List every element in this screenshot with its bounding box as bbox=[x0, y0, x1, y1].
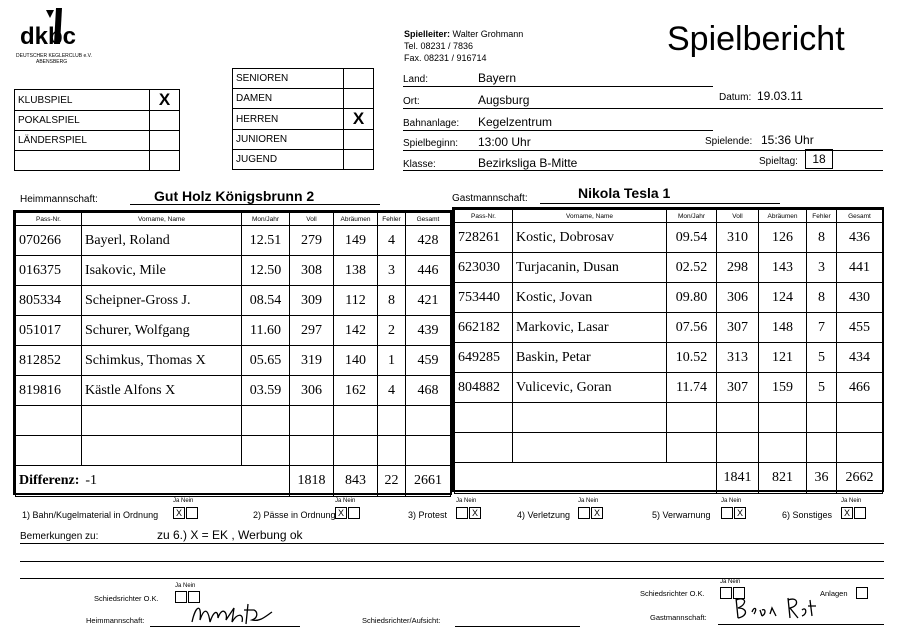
player-cell[interactable]: 016375 bbox=[16, 256, 82, 286]
player-cell[interactable]: 2 bbox=[378, 316, 406, 346]
column-header: Fehler bbox=[807, 210, 837, 223]
player-cell[interactable]: 819816 bbox=[16, 376, 82, 406]
empty-cell[interactable] bbox=[290, 436, 334, 466]
page-title: Spielbericht bbox=[667, 20, 845, 58]
column-header: Voll bbox=[717, 210, 759, 223]
nein-label: Nein bbox=[586, 498, 599, 504]
player-cell[interactable]: Kostic, Jovan bbox=[513, 283, 667, 313]
player-cell[interactable]: 070266 bbox=[16, 226, 82, 256]
total-fehler: 36 bbox=[807, 463, 837, 494]
empty-cell[interactable] bbox=[513, 433, 667, 463]
nein-label: Nein bbox=[343, 498, 356, 504]
category-label: JUGEND bbox=[233, 150, 344, 170]
guest-team-label: Gastmannschaft: bbox=[452, 193, 528, 204]
ja-label: Ja bbox=[335, 498, 342, 504]
category-checkbox[interactable] bbox=[344, 69, 374, 89]
player-cell[interactable]: 142 bbox=[334, 316, 378, 346]
column-header: Pass-Nr. bbox=[455, 210, 513, 223]
player-cell[interactable]: 308 bbox=[290, 256, 334, 286]
player-cell[interactable]: 430 bbox=[837, 283, 883, 313]
check-ja-checkbox[interactable]: X bbox=[335, 507, 347, 519]
player-cell[interactable]: 5 bbox=[807, 343, 837, 373]
empty-row bbox=[455, 403, 883, 433]
game-type-checkbox[interactable]: X bbox=[150, 90, 180, 111]
empty-cell[interactable] bbox=[759, 433, 807, 463]
check-item-label: 5) Verwarnung bbox=[652, 510, 711, 520]
empty-cell[interactable] bbox=[455, 433, 513, 463]
player-cell[interactable]: Bayerl, Roland bbox=[82, 226, 242, 256]
check-nein-checkbox[interactable] bbox=[854, 507, 866, 519]
ja-label: Ja bbox=[578, 498, 585, 504]
empty-cell[interactable] bbox=[378, 436, 406, 466]
klasse-label: Klasse: bbox=[403, 159, 436, 170]
datum-value: 19.03.11 bbox=[757, 89, 803, 103]
empty-cell[interactable] bbox=[334, 406, 378, 436]
empty-cell[interactable] bbox=[807, 433, 837, 463]
game-type-checkbox[interactable] bbox=[150, 131, 180, 151]
player-cell[interactable]: 126 bbox=[759, 223, 807, 253]
match-info bbox=[403, 70, 883, 175]
player-row bbox=[455, 343, 883, 373]
player-cell[interactable]: 728261 bbox=[455, 223, 513, 253]
player-cell[interactable]: 455 bbox=[837, 313, 883, 343]
player-cell[interactable]: Vulicevic, Goran bbox=[513, 373, 667, 403]
player-cell[interactable]: 02.52 bbox=[667, 253, 717, 283]
nein-label: Nein bbox=[181, 498, 194, 504]
logo-line1: DEUTSCHER KEGLERCLUB e.V. bbox=[16, 53, 92, 59]
category-row bbox=[233, 109, 374, 130]
empty-cell[interactable] bbox=[667, 433, 717, 463]
player-cell[interactable]: 649285 bbox=[455, 343, 513, 373]
game-type-row bbox=[15, 90, 180, 111]
check-item-label: 3) Protest bbox=[408, 510, 448, 520]
player-cell[interactable]: 11.74 bbox=[667, 373, 717, 403]
category-checkbox[interactable] bbox=[344, 130, 374, 150]
player-cell[interactable]: 051017 bbox=[16, 316, 82, 346]
game-type-label: KLUBSPIEL bbox=[15, 90, 150, 111]
category-checkbox[interactable] bbox=[344, 89, 374, 109]
player-cell[interactable]: 121 bbox=[759, 343, 807, 373]
player-cell[interactable]: 162 bbox=[334, 376, 378, 406]
player-cell[interactable]: Kostic, Dobrosav bbox=[513, 223, 667, 253]
column-header: Vorname, Name bbox=[82, 213, 242, 226]
player-cell[interactable]: 307 bbox=[717, 373, 759, 403]
player-cell[interactable]: 446 bbox=[406, 256, 451, 286]
check-nein-checkbox[interactable]: X bbox=[734, 507, 746, 519]
column-header: Pass-Nr. bbox=[16, 213, 82, 226]
player-cell[interactable]: 421 bbox=[406, 286, 451, 316]
player-row bbox=[16, 316, 451, 346]
player-cell[interactable]: 11.60 bbox=[242, 316, 290, 346]
empty-cell[interactable] bbox=[837, 403, 883, 433]
klasse-value: Bezirksliga B-Mitte bbox=[478, 156, 578, 170]
player-cell[interactable]: 298 bbox=[717, 253, 759, 283]
player-cell[interactable]: 12.51 bbox=[242, 226, 290, 256]
guest-players-table bbox=[452, 207, 884, 492]
player-cell[interactable]: 09.54 bbox=[667, 223, 717, 253]
player-cell[interactable]: 8 bbox=[807, 283, 837, 313]
game-type-row bbox=[15, 111, 180, 131]
difference-label: Differenz: bbox=[19, 473, 80, 488]
ende-value: 15:36 Uhr bbox=[761, 133, 814, 147]
land-label: Land: bbox=[403, 74, 429, 85]
game-type-row bbox=[15, 151, 180, 171]
empty-cell[interactable] bbox=[16, 406, 82, 436]
difference-value: -1 bbox=[85, 473, 98, 488]
total-voll: 1818 bbox=[290, 466, 334, 497]
anlagen-checkbox[interactable] bbox=[856, 587, 868, 599]
empty-cell[interactable] bbox=[455, 403, 513, 433]
nein-label: Nein bbox=[464, 498, 477, 504]
category-label: DAMEN bbox=[233, 89, 344, 109]
player-cell[interactable]: 662182 bbox=[455, 313, 513, 343]
nein-label: Nein bbox=[849, 498, 862, 504]
column-header: Vorname, Name bbox=[513, 210, 667, 223]
empty-cell[interactable] bbox=[717, 433, 759, 463]
difference-cell bbox=[16, 466, 290, 497]
game-type-checkbox[interactable] bbox=[150, 111, 180, 131]
player-cell[interactable]: 148 bbox=[759, 313, 807, 343]
totals-row bbox=[455, 463, 883, 494]
player-cell[interactable]: 8 bbox=[378, 286, 406, 316]
empty-cell[interactable] bbox=[759, 403, 807, 433]
player-cell[interactable]: 140 bbox=[334, 346, 378, 376]
guest-team-name: Nikola Tesla 1 bbox=[578, 185, 671, 201]
empty-cell[interactable] bbox=[242, 406, 290, 436]
empty-cell[interactable] bbox=[242, 436, 290, 466]
check-item-label: 6) Sonstiges bbox=[782, 510, 833, 520]
land-value: Bayern bbox=[478, 71, 517, 85]
sr-ok-home-ja-checkbox[interactable] bbox=[175, 591, 187, 603]
column-header: Mon/Jahr bbox=[242, 213, 290, 226]
nein-label: Nein bbox=[728, 579, 741, 585]
player-cell[interactable]: 297 bbox=[290, 316, 334, 346]
player-cell[interactable]: 05.65 bbox=[242, 346, 290, 376]
player-cell[interactable]: 7 bbox=[807, 313, 837, 343]
empty-row bbox=[16, 436, 451, 466]
checks-row bbox=[0, 496, 900, 522]
spieltag-label: Spieltag: bbox=[759, 156, 798, 167]
empty-cell[interactable] bbox=[667, 403, 717, 433]
player-row bbox=[16, 346, 451, 376]
player-cell[interactable]: 306 bbox=[717, 283, 759, 313]
empty-cell bbox=[455, 463, 717, 494]
empty-cell[interactable] bbox=[406, 406, 451, 436]
remarks-label: Bemerkungen zu: bbox=[20, 531, 99, 542]
player-cell[interactable]: 8 bbox=[807, 223, 837, 253]
home-signature bbox=[188, 598, 284, 628]
player-row bbox=[16, 376, 451, 406]
ja-label: Ja bbox=[456, 498, 463, 504]
ja-label: Ja bbox=[175, 583, 182, 589]
total-gesamt: 2661 bbox=[406, 466, 451, 497]
empty-cell[interactable] bbox=[513, 403, 667, 433]
category-checkbox[interactable]: X bbox=[344, 109, 374, 130]
player-cell[interactable]: 03.59 bbox=[242, 376, 290, 406]
column-header: Abräumen bbox=[334, 213, 378, 226]
remarks-text: zu 6.) X = EK , Werbung ok bbox=[157, 528, 303, 542]
check-ja-checkbox[interactable] bbox=[721, 507, 733, 519]
nein-label: Nein bbox=[729, 498, 742, 504]
game-type-checkbox[interactable] bbox=[150, 151, 180, 171]
column-header: Gesamt bbox=[837, 210, 883, 223]
empty-row bbox=[455, 433, 883, 463]
beginn-value: 13:00 Uhr bbox=[478, 135, 531, 149]
game-type-label: LÄNDERSPIEL bbox=[15, 131, 150, 151]
column-header: Gesamt bbox=[406, 213, 451, 226]
nein-label: Nein bbox=[183, 583, 196, 589]
empty-cell[interactable] bbox=[290, 406, 334, 436]
empty-cell[interactable] bbox=[837, 433, 883, 463]
empty-row bbox=[16, 406, 451, 436]
player-cell[interactable]: 466 bbox=[837, 373, 883, 403]
player-cell[interactable]: 307 bbox=[717, 313, 759, 343]
check-nein-checkbox[interactable]: X bbox=[591, 507, 603, 519]
category-row bbox=[233, 130, 374, 150]
player-cell[interactable]: 138 bbox=[334, 256, 378, 286]
player-row bbox=[16, 226, 451, 256]
player-cell[interactable]: 10.52 bbox=[667, 343, 717, 373]
player-cell[interactable]: Turjacanin, Dusan bbox=[513, 253, 667, 283]
player-cell[interactable]: 12.50 bbox=[242, 256, 290, 286]
player-cell[interactable]: 753440 bbox=[455, 283, 513, 313]
player-cell[interactable]: 459 bbox=[406, 346, 451, 376]
player-cell[interactable]: Schurer, Wolfgang bbox=[82, 316, 242, 346]
column-header: Mon/Jahr bbox=[667, 210, 717, 223]
ende-label: Spielende: bbox=[705, 136, 753, 147]
ja-label: Ja bbox=[721, 498, 728, 504]
player-cell[interactable]: 07.56 bbox=[667, 313, 717, 343]
table-header-row bbox=[16, 213, 451, 226]
category-label: HERREN bbox=[233, 109, 344, 130]
category-row bbox=[233, 89, 374, 109]
organizer-name: Walter Grohmann bbox=[452, 29, 524, 39]
player-cell[interactable]: 804882 bbox=[455, 373, 513, 403]
player-row bbox=[455, 313, 883, 343]
home-signature-label: Heimmannschaft: bbox=[86, 616, 145, 625]
player-row bbox=[455, 253, 883, 283]
empty-cell[interactable] bbox=[406, 436, 451, 466]
bahn-value: Kegelzentrum bbox=[478, 115, 553, 129]
home-team-label: Heimmannschaft: bbox=[20, 194, 98, 205]
player-cell[interactable]: 4 bbox=[378, 376, 406, 406]
player-cell[interactable]: Baskin, Petar bbox=[513, 343, 667, 373]
empty-cell[interactable] bbox=[717, 403, 759, 433]
empty-cell[interactable] bbox=[16, 436, 82, 466]
category-row bbox=[233, 150, 374, 170]
player-row bbox=[455, 223, 883, 253]
total-abr: 843 bbox=[334, 466, 378, 497]
organizer-block bbox=[404, 28, 523, 64]
check-ja-checkbox[interactable]: X bbox=[841, 507, 853, 519]
player-cell[interactable]: 3 bbox=[378, 256, 406, 286]
category-checkbox[interactable] bbox=[344, 150, 374, 170]
game-type-row bbox=[15, 131, 180, 151]
player-cell[interactable]: 319 bbox=[290, 346, 334, 376]
home-players-table bbox=[13, 210, 452, 495]
ja-label: Ja bbox=[720, 579, 727, 585]
category-row bbox=[233, 69, 374, 89]
player-cell[interactable]: 306 bbox=[290, 376, 334, 406]
player-cell[interactable]: 434 bbox=[837, 343, 883, 373]
player-cell[interactable]: 279 bbox=[290, 226, 334, 256]
player-cell[interactable]: 3 bbox=[807, 253, 837, 283]
player-cell[interactable]: 124 bbox=[759, 283, 807, 313]
player-cell[interactable]: Kästle Alfons X bbox=[82, 376, 242, 406]
category-label: SENIOREN bbox=[233, 69, 344, 89]
player-cell[interactable]: 623030 bbox=[455, 253, 513, 283]
player-cell[interactable]: Isakovic, Mile bbox=[82, 256, 242, 286]
player-cell[interactable]: 112 bbox=[334, 286, 378, 316]
game-type-label: POKALSPIEL bbox=[15, 111, 150, 131]
ort-value: Augsburg bbox=[478, 93, 530, 107]
check-ja-checkbox[interactable]: X bbox=[173, 507, 185, 519]
datum-label: Datum: bbox=[719, 92, 752, 103]
check-nein-checkbox[interactable] bbox=[348, 507, 360, 519]
organizer-tel: Tel. 08231 / 7836 bbox=[404, 41, 474, 51]
player-cell[interactable]: 149 bbox=[334, 226, 378, 256]
player-cell[interactable]: 08.54 bbox=[242, 286, 290, 316]
player-cell[interactable]: 439 bbox=[406, 316, 451, 346]
check-item-label: 1) Bahn/Kugelmaterial in Ordnung bbox=[22, 510, 159, 520]
spieltag-value: 18 bbox=[805, 149, 833, 169]
player-cell[interactable]: 159 bbox=[759, 373, 807, 403]
player-cell[interactable]: 441 bbox=[837, 253, 883, 283]
player-cell[interactable]: 468 bbox=[406, 376, 451, 406]
organizer-label: Spielleiter: bbox=[404, 29, 451, 39]
player-cell[interactable]: Scheipner-Gross J. bbox=[82, 286, 242, 316]
player-cell[interactable]: 428 bbox=[406, 226, 451, 256]
guest-signature bbox=[732, 592, 824, 626]
sr-ok-guest-label: Schiedsrichter O.K. bbox=[640, 589, 705, 598]
total-abr: 821 bbox=[759, 463, 807, 494]
logo-letters: dkbc bbox=[20, 23, 77, 48]
player-row bbox=[455, 373, 883, 403]
player-cell[interactable]: 5 bbox=[807, 373, 837, 403]
empty-cell[interactable] bbox=[807, 403, 837, 433]
empty-cell[interactable] bbox=[82, 436, 242, 466]
column-header: Voll bbox=[290, 213, 334, 226]
beginn-label: Spielbeginn: bbox=[403, 138, 459, 149]
sr-aufsicht-label: Schiedsrichter/Aufsicht: bbox=[362, 616, 441, 625]
total-fehler: 22 bbox=[378, 466, 406, 497]
player-cell[interactable]: Schimkus, Thomas X bbox=[82, 346, 242, 376]
totals-row bbox=[16, 466, 451, 497]
category-table bbox=[232, 68, 374, 170]
player-cell[interactable]: 1 bbox=[378, 346, 406, 376]
player-cell[interactable]: 805334 bbox=[16, 286, 82, 316]
sr-ok-guest-ja-checkbox[interactable] bbox=[720, 587, 732, 599]
player-row bbox=[16, 286, 451, 316]
player-cell[interactable]: 436 bbox=[837, 223, 883, 253]
player-cell[interactable]: 310 bbox=[717, 223, 759, 253]
check-nein-checkbox[interactable] bbox=[186, 507, 198, 519]
sr-ok-home-label: Schiedsrichter O.K. bbox=[94, 594, 159, 603]
empty-cell[interactable] bbox=[378, 406, 406, 436]
empty-cell[interactable] bbox=[334, 436, 378, 466]
total-voll: 1841 bbox=[717, 463, 759, 494]
column-header: Abräumen bbox=[759, 210, 807, 223]
player-row bbox=[455, 283, 883, 313]
total-gesamt: 2662 bbox=[837, 463, 883, 494]
category-label: JUNIOREN bbox=[233, 130, 344, 150]
empty-cell[interactable] bbox=[82, 406, 242, 436]
guest-signature-label: Gastmannschaft: bbox=[650, 613, 707, 622]
ort-label: Ort: bbox=[403, 96, 420, 107]
bowling-pin-icon bbox=[16, 8, 96, 48]
player-row bbox=[16, 256, 451, 286]
organizer-fax: Fax. 08231 / 916714 bbox=[404, 53, 487, 63]
ja-label: Ja bbox=[841, 498, 848, 504]
check-nein-checkbox[interactable]: X bbox=[469, 507, 481, 519]
check-ja-checkbox[interactable] bbox=[578, 507, 590, 519]
player-cell[interactable]: 309 bbox=[290, 286, 334, 316]
column-header: Fehler bbox=[378, 213, 406, 226]
ja-label: Ja bbox=[173, 498, 180, 504]
check-item-label: 4) Verletzung bbox=[517, 510, 571, 520]
bahn-label: Bahnanlage: bbox=[403, 118, 460, 129]
player-cell[interactable]: 143 bbox=[759, 253, 807, 283]
anlagen-label: Anlagen bbox=[820, 589, 848, 598]
logo-line2: ABENSBERG bbox=[36, 59, 68, 65]
check-ja-checkbox[interactable] bbox=[456, 507, 468, 519]
player-cell[interactable]: 812852 bbox=[16, 346, 82, 376]
player-cell[interactable]: 313 bbox=[717, 343, 759, 373]
player-cell[interactable]: 4 bbox=[378, 226, 406, 256]
dkbc-logo bbox=[16, 8, 96, 70]
game-type-table bbox=[14, 89, 180, 171]
table-header-row bbox=[455, 210, 883, 223]
player-cell[interactable]: Markovic, Lasar bbox=[513, 313, 667, 343]
player-cell[interactable]: 09.80 bbox=[667, 283, 717, 313]
home-team-name: Gut Holz Königsbrunn 2 bbox=[154, 188, 315, 204]
check-item-label: 2) Pässe in Ordnung bbox=[253, 510, 336, 520]
